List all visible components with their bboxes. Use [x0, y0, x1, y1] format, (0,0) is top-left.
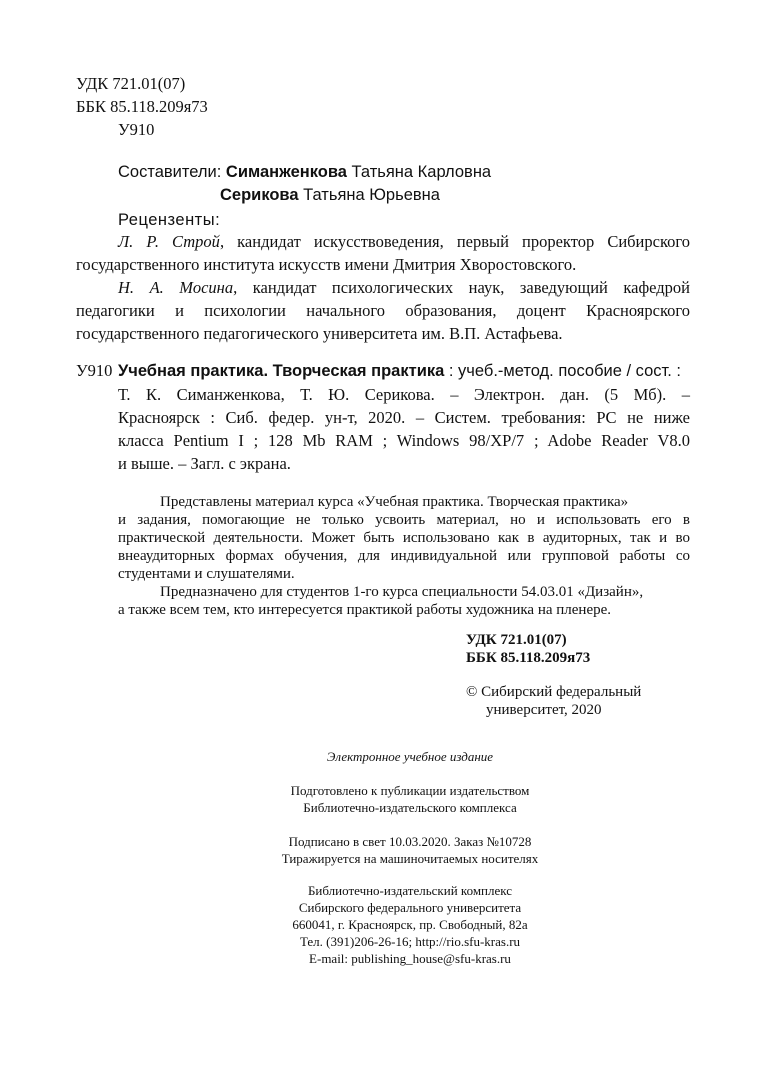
abstract-p1-line-1: Представлены материал курса «Учебная практика. Творческая практика»	[160, 494, 629, 510]
record-line-3: Красноярск : Сиб. федер. ун-т, 2020. – Систем. требования: PC не ниже	[118, 408, 690, 427]
record-title: Учебная практика. Творческая практика	[118, 362, 445, 380]
record-line-1: Учебная практика. Творческая практика : учеб.-метод. пособие / сост. :	[118, 362, 682, 380]
udk-code: УДК 721.01(07)	[76, 74, 186, 93]
edition-type: Электронное учебное издание	[326, 749, 494, 764]
record-line-5: и выше. – Загл. с экрана.	[118, 454, 291, 473]
publisher-address: 660041, г. Красноярск, пр. Свободный, 82а	[292, 917, 528, 932]
reviewer-2-line-2: педагогики и психологии начального образования, доцент Красноярского	[76, 301, 690, 320]
abstract-p2-line-1: Предназначено для студентов 1-го курса специальности 54.03.01 «Дизайн»,	[160, 584, 644, 600]
reviewer-1-name: Л. Р. Строй	[118, 232, 220, 251]
publisher-email: E-mail: publishing_house@sfu-kras.ru	[309, 951, 511, 966]
publisher-line-2: Сибирского федерального университета	[298, 900, 522, 915]
publisher-line-1: Библиотечно-издательский комплекс	[307, 883, 513, 898]
publisher-phone-site: Тел. (391)206-26-16; http://rio.sfu-kras.ru	[299, 934, 521, 949]
signed-line-2: Тиражируется на машиночитаемых носителях	[281, 851, 539, 866]
record-line-4: класса Pentium I ; 128 Mb RAM ; Windows 98/XP/7 ; Adobe Reader V8.0	[118, 431, 690, 450]
copyright-line-1: © Сибирский федеральный	[466, 684, 642, 700]
compiler-2-name: Татьяна Юрьевна	[303, 186, 440, 204]
reviewers-label: Рецензенты:	[118, 211, 221, 229]
abstract-p1-line-5: студентами и слушателями.	[118, 566, 295, 582]
copyright-line-2: университет, 2020	[486, 702, 602, 718]
record-line-2: Т. К. Симанженкова, Т. Ю. Серикова. – Электрон. дан. (5 Мб). –	[118, 385, 690, 404]
bbk-code-bold: ББК 85.118.209я73	[466, 650, 591, 666]
prepared-line-2: Библиотечно-издательского комплекса	[303, 800, 517, 815]
compilers-line-1	[118, 163, 491, 182]
record-sign: У910	[76, 361, 113, 380]
reviewer-2-name: Н. А. Мосина	[118, 278, 234, 297]
reviewer-2-line-1: Н. А. Мосина, кандидат психологических наук, заведующий кафедрой	[118, 278, 691, 297]
author-sign: У910	[118, 120, 155, 139]
compilers-line-2	[220, 186, 440, 205]
abstract-p1-line-2: и задания, помогающие не только усвоить материал, но и использовать его в	[118, 512, 690, 528]
compiler-2-surname: Серикова	[220, 186, 299, 204]
compilers-label: Составители:	[118, 163, 222, 181]
reviewer-1-line-1: Л. Р. Строй, кандидат искусствоведения, первый проректор Сибирского	[118, 232, 690, 251]
prepared-line-1: Подготовлено к публикации издательством	[290, 783, 530, 798]
abstract-p1-line-3: практической деятельности. Может быть использовано как в аудиторных, так и во	[118, 530, 690, 546]
abstract-p1-line-4: внеаудиторных формах обучения, для индивидуальной или групповой работы со	[118, 548, 690, 564]
compiler-1-surname: Симанженкова	[225, 163, 347, 181]
bbk-code: ББК 85.118.209я73	[76, 97, 208, 116]
udk-code-bold: УДК 721.01(07)	[466, 632, 567, 648]
compiler-1-name: Татьяна Карловна	[351, 163, 492, 181]
reviewer-2-line-3: государственного педагогического университета им. В.П. Астафьева.	[76, 324, 563, 343]
reviewer-1-line-2: государственного института искусств имени Дмитрия Хворостовского.	[76, 255, 577, 274]
abstract-p2-line-2: а также всем тем, кто интересуется практикой работы художника на пленере.	[118, 602, 612, 618]
signed-line-1: Подписано в свет 10.03.2020. Заказ №10728	[288, 834, 532, 849]
